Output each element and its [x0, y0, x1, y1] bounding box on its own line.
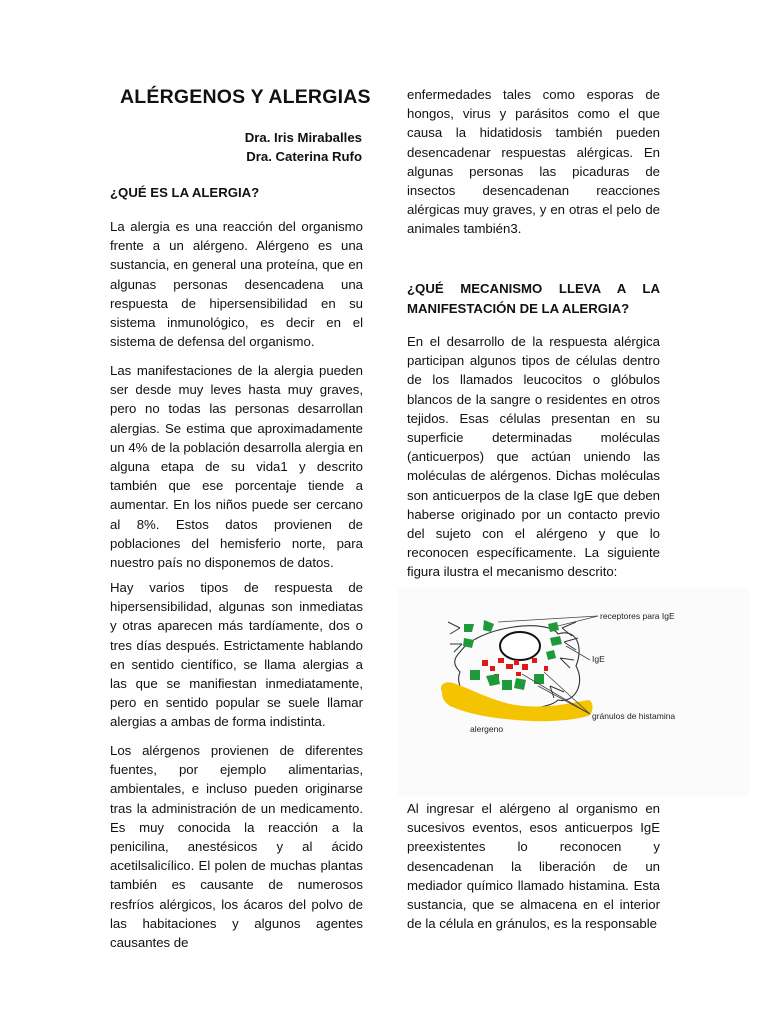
receptor: [550, 636, 562, 646]
receptor: [502, 680, 512, 690]
granule: [522, 664, 528, 670]
section-heading-que-es: ¿QUÉ ES LA ALERGIA?: [110, 185, 260, 200]
paragraph: Los alérgenos provienen de diferentes fuentes, por ejemplo alimentarias, ambientales, e incluso pueden originarse tras la administración de un medicamento. Es muy conocida la reacción a la penicilina, anestésicos y al ácido acetilsalicílico. El polen de muchas plantas también es causante de numerosos resfríos alérgicos, los ácaros del polvo de las habitaciones y algunos agentes causantes de: [110, 743, 363, 951]
granule: [482, 660, 488, 666]
author-name: Dra. Iris Miraballes: [244, 130, 362, 145]
receptor: [486, 674, 500, 686]
receptor: [534, 674, 544, 684]
paragraph: Al ingresar el alérgeno al organismo en sucesivos eventos, esos anticuerpos IgE preexistentes lo reconocen y desencadenan la liberación de un mediador químico llamado histamina. Esta sustancia, que se almacena en el interior de la célula en gránulos, es la responsable: [407, 801, 660, 932]
receptor: [514, 678, 526, 690]
label-ige: IgE: [592, 654, 605, 664]
antibody: [560, 658, 574, 668]
receptor: [464, 624, 474, 632]
granule: [506, 664, 513, 669]
mast-cell-diagram: [398, 588, 750, 796]
author-name: Dra. Caterina Rufo: [246, 149, 362, 164]
antibody: [448, 622, 460, 634]
granule: [544, 666, 548, 671]
label-receptors: receptores para IgE: [600, 611, 675, 621]
granule: [532, 658, 537, 663]
receptor: [483, 620, 494, 632]
document-title: ALÉRGENOS Y ALERGIAS: [120, 86, 371, 108]
section-heading-mecanismo: ¿QUÉ MECANISMO LLEVA A LA MANIFESTACIÓN DE LA ALERGIA?: [407, 281, 660, 316]
authors-block: [110, 128, 362, 166]
paragraph: La alergia es una reacción del organismo frente a un alérgeno. Alérgeno es una sustancia, en general una proteína, que en algunas personas desencadena una respuesta de hipersensibilidad en su sistema inmunológico, es decir en el sistema de defensa del organismo.: [110, 219, 363, 350]
leader-line: [498, 616, 598, 622]
label-granules: gránulos de histamina: [592, 711, 676, 721]
paragraph-continued: enfermedades tales como esporas de hongos, virus y parásitos como el que causa la hidatidosis también pueden desencadenar respuestas alérgicas. En algunas personas las picaduras de insectos desencadenan reacciones alérgicas muy graves, y en otras el pelo de animales también3.: [407, 87, 660, 237]
receptor: [546, 650, 556, 660]
granule: [490, 666, 495, 671]
receptor: [470, 670, 480, 680]
paragraph: En el desarrollo de la respuesta alérgica participan algunos tipos de células dentro de los llamados leucocitos o glóbulos blancos de la sangre o residentes en otros tejidos. Esas células presentan en su superficie determinadas moléculas (anticuerpos) que actúan uniendo las moléculas de alérgenos. Dichas moléculas son anticuerpos de la clase IgE que deben haberse originado por un contacto previo del sujeto con el alérgeno y que lo reconocen específicamente. La siguiente figura ilustra el mecanismo descrito:: [407, 334, 660, 580]
granule: [514, 660, 519, 665]
granule: [516, 672, 521, 676]
paragraph: Hay varios tipos de respuesta de hipersensibilidad, algunas son inmediatas y otras aparecen más tardíamente, dos o tres días después. Estrictamente hablando en sentido científico, se llama alergias a las que se manifiestan inmediatamente, pero en sentido popular se suele llamar alergias a ambas de forma indistinta.: [110, 580, 363, 730]
label-allergen: alergeno: [470, 724, 504, 734]
receptor: [548, 622, 559, 632]
granule: [498, 658, 504, 663]
mechanism-figure: [398, 588, 750, 796]
paragraph: Las manifestaciones de la alergia pueden ser desde muy leves hasta muy graves, pero no todas las personas desarrollan alergias. Se estima que aproximadamente un 4% de la población desarrolla alergia en alguna etapa de su vida1 y descrito también que ese porcentaje tiende a aumentar. En los niños puede ser cercano al 8%. Estos datos provienen de poblaciones del hemisferio norte, para nuestro país no disponemos de datos.: [110, 363, 363, 571]
cell-nucleus: [500, 632, 540, 660]
